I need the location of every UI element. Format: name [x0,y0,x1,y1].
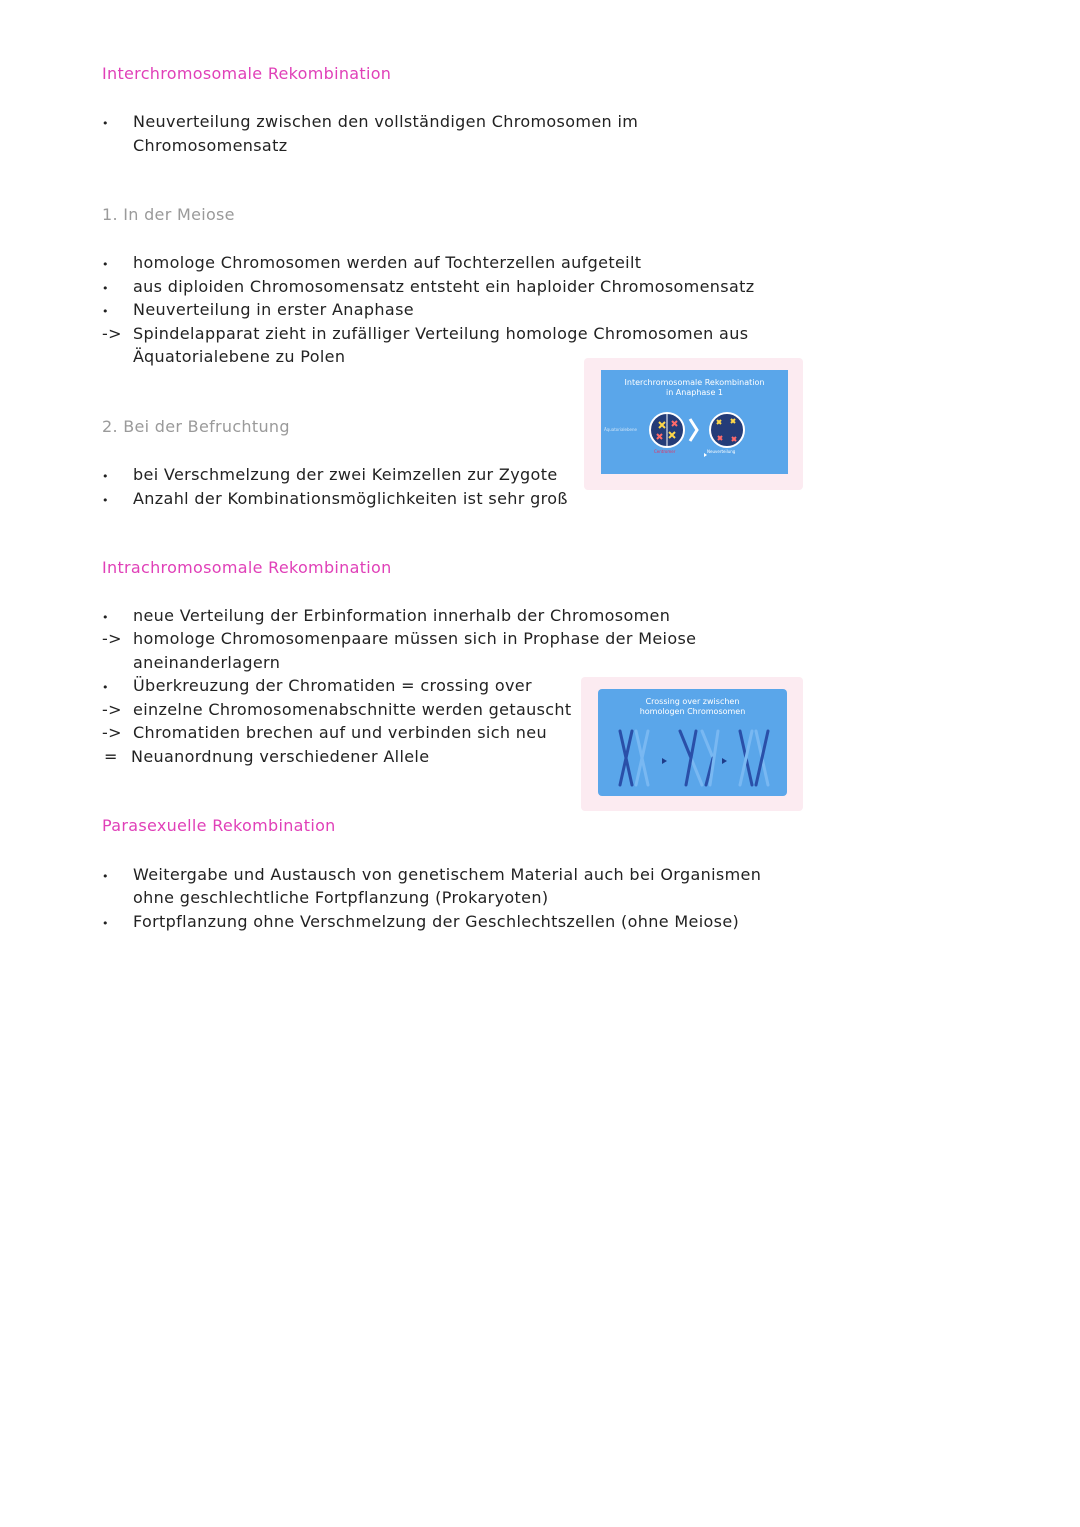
item-text: Fortpflanzung ohne Verschmelzung der Geschlechtszellen (ohne Meiose) [133,912,740,931]
item-text: aus diploiden Chromosomensatz entsteht ein haploider Chromosomensatz [133,277,755,296]
label-aequatorialebene: Äquatorialebene [604,427,637,432]
bullet-marker: • [102,117,109,130]
bullet-marker: • [102,470,109,483]
heading-intrachromosomal: Intrachromosomale Rekombination [102,558,392,577]
bullet-marker: • [102,305,109,318]
subheading-befruchtung: 2. Bei der Befruchtung [102,417,290,436]
item-text: neue Verteilung der Erbinformation innerhalb der Chromosomen [133,606,671,625]
slide-title: Interchromosomale Rekombination in Anaphase 1 [624,378,765,397]
slide-title: Crossing over zwischen homologen Chromosomen [639,697,746,716]
item-text: homologe Chromosomen werden auf Tochterzellen aufgeteilt [133,253,642,272]
item-text: Chromatiden brechen auf und verbinden sich neu [133,723,547,742]
cell-division-illustration [601,370,788,474]
item-text: homologe Chromosomenpaare müssen sich in Prophase der Meiose [133,629,697,648]
bullet-marker: • [102,681,109,694]
slide-anaphase [601,370,788,474]
arrow-marker: -> [102,629,122,648]
arrow-marker: -> [102,700,122,719]
item-text: Neuverteilung in erster Anaphase [133,300,414,319]
bullet-marker: • [102,494,109,507]
item-text: aneinanderlagern [133,653,281,672]
image-card-anaphase [584,358,803,490]
bullet-marker: • [102,282,109,295]
label-neuverteilung: Neuverteilung [707,449,736,454]
arrow-marker: -> [102,324,122,343]
item-text: Anzahl der Kombinationsmöglichkeiten ist sehr groß [133,489,568,508]
item-text: Spindelapparat zieht in zufälliger Verteilung homologe Chromosomen aus [133,324,749,343]
image-card-crossing-over [581,677,803,811]
label-centromer: Centromer [654,449,676,454]
arrow-marker: -> [102,723,122,742]
crossing-over-illustration [598,689,787,796]
heading-interchromosomal: Interchromosomale Rekombination [102,64,392,83]
item-text: Äquatorialebene zu Polen [133,347,346,366]
bullet-marker: • [102,870,109,883]
bullet-marker: • [102,917,109,930]
item-text: Weitergabe und Austausch von genetischem Material auch bei Organismen [133,865,762,884]
item-text: Neuverteilung zwischen den vollständigen Chromosomen im [133,112,639,131]
slide-crossing-over [598,689,787,796]
item-text: ohne geschlechtliche Fortpflanzung (Prokaryoten) [133,888,549,907]
item-text: Überkreuzung der Chromatiden = crossing over [133,676,532,695]
item-text: bei Verschmelzung der zwei Keimzellen zur Zygote [133,465,558,484]
equals-marker: = [104,747,118,766]
item-text: Neuanordnung verschiedener Allele [131,747,430,766]
heading-parasexual: Parasexuelle Rekombination [102,816,336,835]
item-text: einzelne Chromosomenabschnitte werden getauscht [133,700,572,719]
bullet-marker: • [102,258,109,271]
item-text: Chromosomensatz [133,136,288,155]
subheading-meiose: 1. In der Meiose [102,205,235,224]
bullet-marker: • [102,611,109,624]
